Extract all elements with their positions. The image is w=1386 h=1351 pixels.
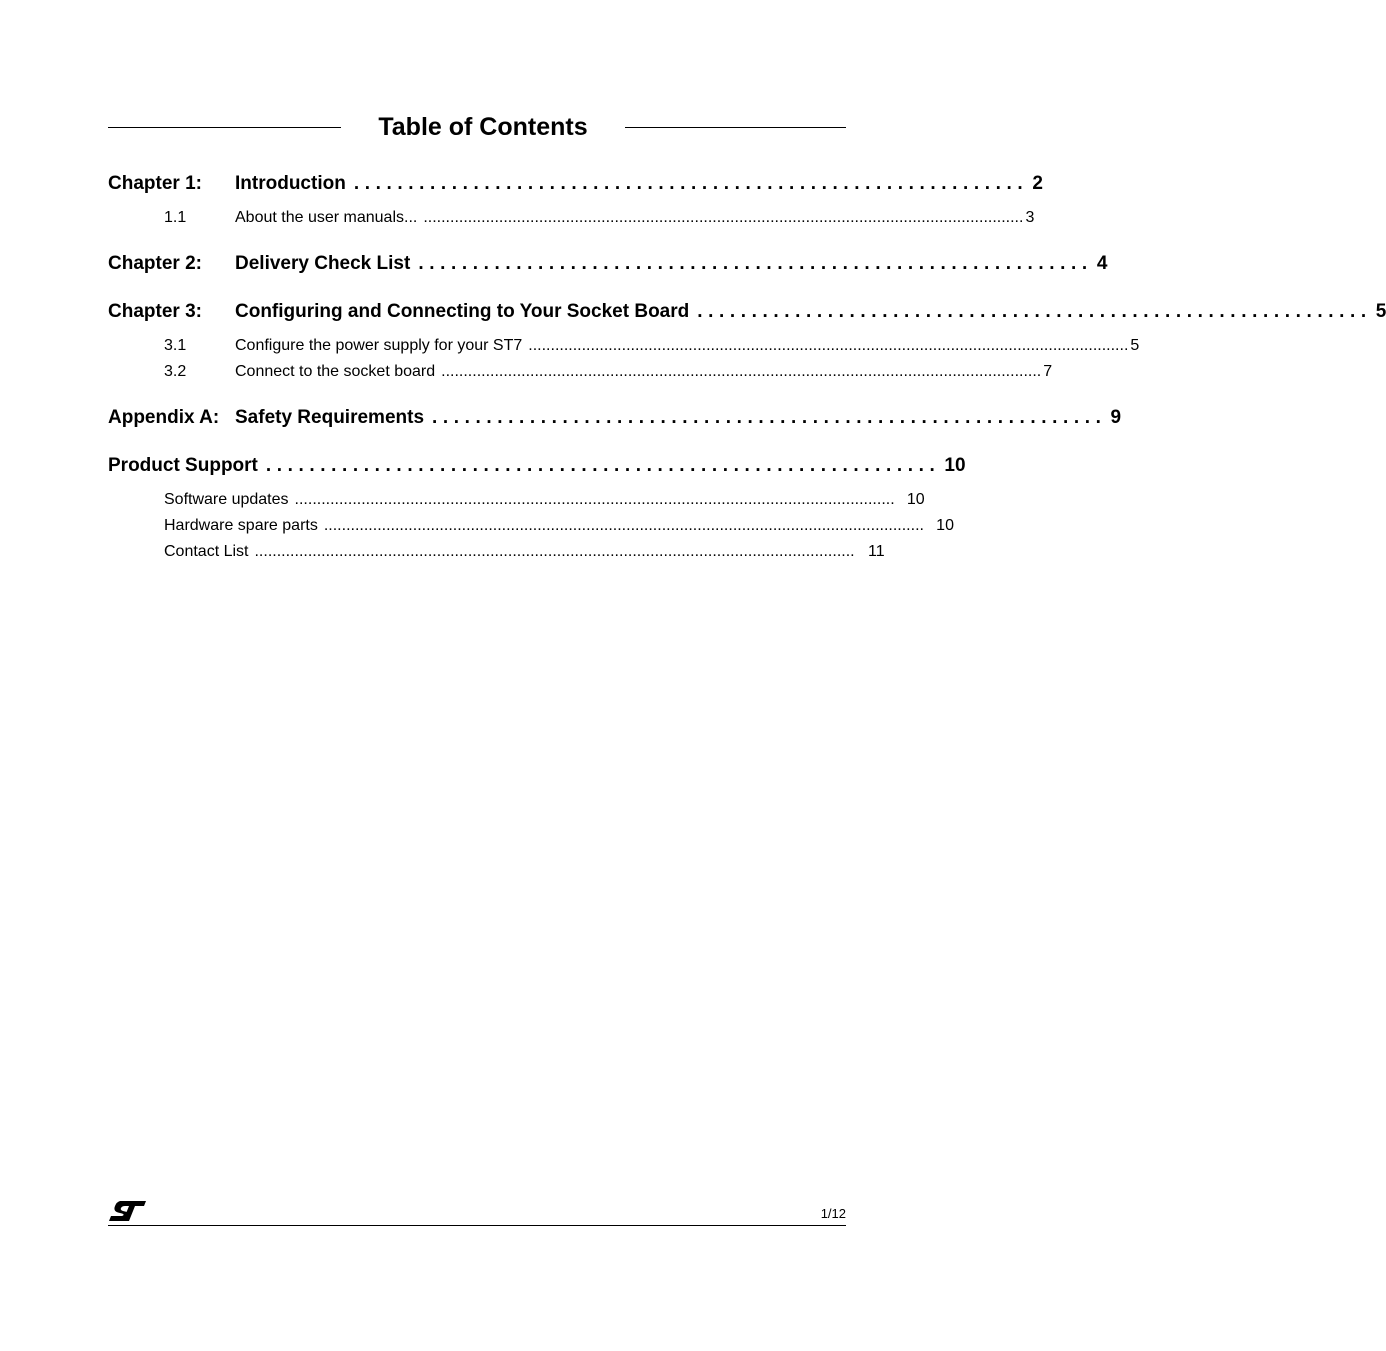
toc-entry-title: Introduction	[235, 173, 346, 194]
title-rule-right	[625, 127, 846, 128]
toc-entry-title: Hardware spare parts	[164, 517, 318, 534]
toc-entry-title: Software updates	[164, 491, 289, 508]
dot-leader: .......................................................................................................................................	[423, 209, 1024, 226]
toc-entry-title: Configure the power supply for your ST7	[235, 337, 523, 354]
toc-entry-section-3-2[interactable]	[108, 361, 1053, 383]
toc-entry-page: 4	[1096, 253, 1108, 274]
st-logo-icon	[108, 1200, 148, 1222]
dot-leader: .......................................................................................................................................	[528, 337, 1129, 354]
toc-entry-page: 11	[868, 543, 885, 560]
toc-entry-product-support[interactable]	[108, 453, 966, 479]
toc-entry-label: Chapter 2:	[108, 253, 202, 274]
toc-entry-page: 3	[1025, 209, 1035, 226]
toc-entry-page: 7	[1043, 363, 1053, 380]
footer-rule	[108, 1225, 846, 1226]
dot-leader: .......................................................................................................................................	[254, 543, 855, 560]
toc-entry-label: 3.2	[164, 363, 187, 380]
toc-entry-page: 5	[1375, 301, 1386, 322]
toc-entry-title: About the user manuals...	[235, 209, 418, 226]
toc-entry-software-updates[interactable]	[164, 489, 925, 511]
toc-entry-page: 5	[1130, 337, 1140, 354]
toc-entry-page: 10	[944, 455, 966, 476]
page-number: 1/12	[820, 1206, 846, 1221]
toc-entry-contact-list[interactable]	[164, 541, 885, 563]
dot-leader: .......................................................................................................................................	[441, 363, 1042, 380]
toc-entry-chapter-3[interactable]	[108, 299, 1386, 325]
dot-leader: ..............................................................	[418, 253, 1093, 274]
toc-entry-label: Appendix A:	[108, 407, 220, 428]
toc-entry-title: Safety Requirements	[235, 407, 425, 428]
page-title: Table of Contents	[378, 113, 588, 141]
toc-entry-hardware-spare-parts[interactable]	[164, 515, 954, 537]
dot-leader: .......................................................................................................................................	[323, 517, 924, 534]
toc-entry-label: 3.1	[164, 337, 187, 354]
toc-entry-title: Delivery Check List	[235, 253, 411, 274]
dot-leader: ..............................................................	[697, 301, 1372, 322]
toc-entry-chapter-2[interactable]	[108, 251, 1108, 277]
toc-entry-title: Configuring and Connecting to Your Socket Board	[235, 301, 690, 322]
toc-entry-chapter-1[interactable]	[108, 171, 1043, 197]
toc-entry-label: Chapter 1:	[108, 173, 202, 194]
dot-leader: .......................................................................................................................................	[294, 491, 895, 508]
toc-entry-title: Connect to the socket board	[235, 363, 436, 380]
toc-entry-label: 1.1	[164, 209, 187, 226]
toc-entry-appendix-a[interactable]	[108, 405, 1122, 431]
toc-entry-page: 10	[906, 491, 925, 508]
toc-entry-page: 9	[1110, 407, 1122, 428]
toc-entry-page: 2	[1032, 173, 1043, 194]
toc-entry-title: Product Support	[108, 455, 258, 476]
toc-entry-page: 10	[936, 517, 954, 534]
dot-leader: ..............................................................	[432, 407, 1107, 428]
toc-entry-label: Chapter 3:	[108, 301, 202, 322]
dot-leader: ..............................................................	[265, 455, 941, 476]
toc-entry-title: Contact List	[164, 543, 249, 560]
title-rule-left	[108, 127, 341, 128]
dot-leader: ..............................................................	[353, 173, 1029, 194]
toc-entry-section-3-1[interactable]	[108, 335, 1140, 357]
toc-entry-section-1-1[interactable]	[108, 207, 1035, 229]
